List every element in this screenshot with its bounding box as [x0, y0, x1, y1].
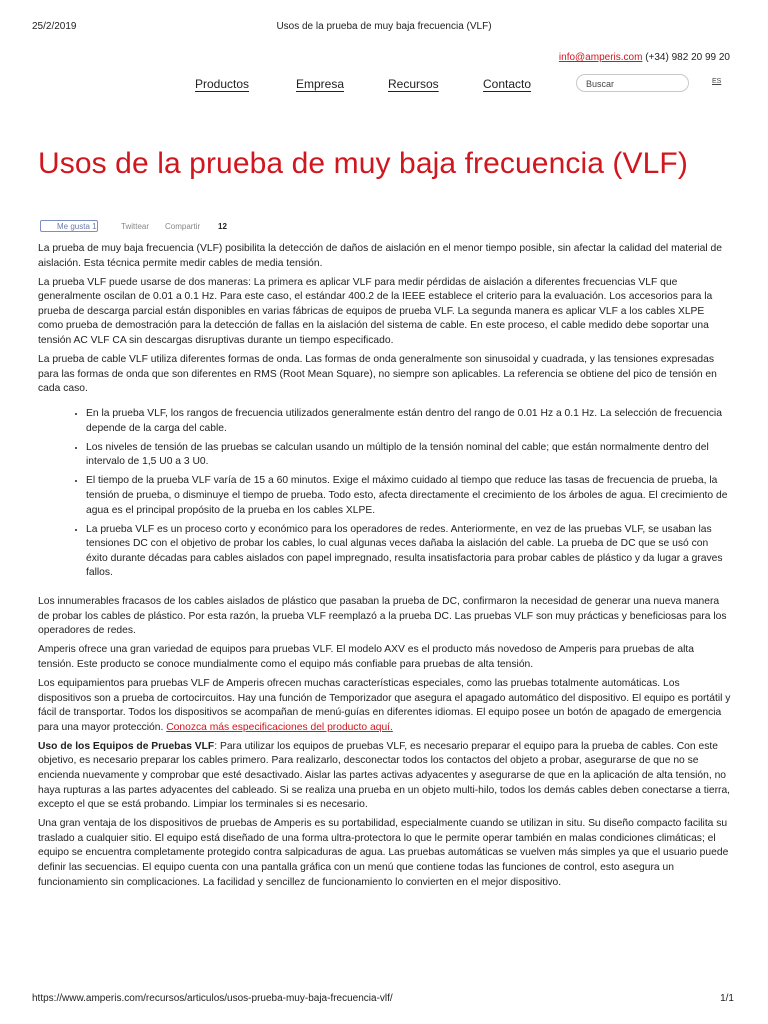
paragraph: La prueba VLF puede usarse de dos maneras: La primera es aplicar VLF para medir pérdidas de aislación a diferentes frecuencias VLF que generalmente oscilan de 0.01 a 0.1 Hz. Para este caso, el estándar 400.2 de la IEEE establece el criterio para la evaluación. Los accesorios para la prueba de descarga parcial están disponibles en varias fábricas de equipos de prueba VLF. La segunda manera es aplicar VLF a los cables XLPE como prueba de demostración para la detección de fallas en la aislación del sistema de cable. En este proceso, el cable medido debe soportar una tensión AC VLF CA sin descargas disruptivas durante un tiempo especificado. — [38, 276, 713, 347]
bullet-list — [38, 407, 732, 581]
list-item: • Los niveles de tensión de las pruebas se calculan usando un múltiplo de la tensión nominal del cable; que están normalmente dentro del intervalo de 1,5 U0 a 3 U0. — [86, 441, 732, 470]
product-specs-link[interactable]: Conozca más especificaciones del producto aquí. — [166, 721, 393, 733]
paragraph: Amperis ofrece una gran variedad de equipos para pruebas VLF. El modelo AXV es el producto más novedoso de Amperis para pruebas de alta tensión. Este producto se conoce mundialmente como el equipo más confiable para pruebas de alta tensión. — [38, 644, 694, 670]
nav-productos[interactable]: Productos — [195, 77, 250, 91]
paragraph: La prueba de cable VLF utiliza diferentes formas de onda. Las formas de onda generalmente son sinusoidal y cuadrada, y las tensiones expresadas para las formas de onda que son diferentes en RMS (Root Mean Square), no siempre son aplicables. La referencia se obtiene del pico de tensión en cada caso. — [38, 354, 717, 395]
page-url: https://www.amperis.com/recursos/articulos/usos-prueba-muy-baja-frecuencia-vlf/ — [32, 993, 393, 1004]
list-item: • El tiempo de la prueba VLF varía de 15 a 60 minutos. Exige el máximo cuidado al tiempo que reduce las tasas de frecuencia de prueba, la tensión de prueba, o disminuye el tiempo de prueba. Todo esto, afecta directamente el crecimiento de los árboles de agua. El crecimiento de agua es el principal propósito de la prueba en los cables XLPE. — [86, 474, 732, 518]
language-selector[interactable]: ES — [712, 78, 722, 85]
share-button[interactable]: Compartir — [165, 222, 201, 231]
article-body — [38, 242, 732, 895]
paragraph — [38, 677, 732, 735]
page-title: Usos de la prueba de muy baja frecuencia (VLF) — [38, 147, 688, 180]
nav-recursos[interactable]: Recursos — [388, 77, 439, 91]
print-title: Usos de la prueba de muy baja frecuencia (VLF) — [276, 21, 492, 32]
search-input[interactable]: Buscar — [576, 74, 689, 92]
page-number: 1/1 — [720, 993, 734, 1004]
nav-contacto[interactable]: Contacto — [483, 77, 532, 91]
tweet-button[interactable]: Twittear — [121, 222, 150, 231]
share-count: 12 — [218, 222, 227, 231]
print-header — [0, 21, 768, 35]
list-item: • La prueba VLF es un proceso corto y económico para los operadores de redes. Anteriormente, en vez de las pruebas VLF, se usaban las tensiones DC con el objetivo de probar los cables, lo cual algunas veces dañaba la aislación del cable. La prueba de DC que se usó con éxito durante décadas para cables aislados con papel impregnado, resulta insatisfactoria para probar cables de plástico y da lugar a graves fallos. — [86, 523, 732, 581]
paragraph-text: Los equipamientos para pruebas VLF de Amperis ofrecen muchas características especiales, como las pruebas totalmente automáticas. Los dispositivos son a prueba de cortocircuitos. Hay una función de Temporizador que asegura el apagado automático del dispositivo. El equipo es portátil y fácil de transportar. Todos los dispositivos se acompañan de menú-guías en diferentes idiomas. El equipo posee un botón de apagado de emergencia para una mayor protección. — [38, 677, 731, 733]
section-label: Uso de los Equipos de Pruebas VLF — [38, 740, 215, 752]
phone-number: (+34) 982 20 99 20 — [645, 52, 730, 63]
paragraph: Los innumerables fracasos de los cables aislados de plástico que pasaban la prueba de DC, confirmaron la necesidad de generar una nueva manera de probar los cables de plástico. Por esta razón, la prueba VLF reemplazó a la prueba DC. Las pruebas VLF son muy prácticas y beneficiosas para los operadores de redes. — [38, 595, 727, 637]
contact-bar — [559, 52, 730, 63]
like-button[interactable]: Me gusta 1 — [40, 220, 98, 232]
paragraph: Una gran ventaja de los dispositivos de pruebas de Amperis es su portabilidad, especialmente cuando se utilizan in situ. Su diseño compacto facilita su traslado a cualquier sitio. El equipo está diseñado de una forma ultra-protectora lo que le permite operar también en malas condiciones climáticas; el equipo se encuentra completamente protegido contra salpicaduras de agua. Las pruebas automáticas se vuelven más simples ya que el usuario puede definir las secuencias. El equipo cuenta con una pantalla gráfica con un menú que contiene todas las funciones de control, esto asegura un funcionamiento sin complicaciones. La facilidad y sencillez de funcionamiento lo convierten en el mejor dispositivo. — [38, 818, 729, 888]
print-footer — [0, 993, 768, 1007]
paragraph — [38, 740, 732, 813]
print-date: 25/2/2019 — [32, 21, 77, 32]
email-link[interactable]: info@amperis.com — [558, 52, 643, 63]
list-item: • En la prueba VLF, los rangos de frecuencia utilizados generalmente están dentro del rango de 0.01 Hz a 0.1 Hz. La selección de frecuencia depende de la carga del cable. — [86, 407, 732, 436]
paragraph-text: : Para utilizar los equipos de pruebas VLF, es necesario preparar el equipo para la prueba de cables. Con este objetivo, es necesario preparar los cables primero. Para realizarlo, desconectar todos los contactos del objeto a probar, asegurarse de que no se encienda nuevamente y comprobar que esté desactivado. Aislar las partes activas adyacentes y asegurarse de que en la aplicación de alta tensión, no haya rupturas a las partes adyacentes del cableado. Si se realiza una prueba en un objeto multi-hilo, todos los demás cables deben conectarse a tierra, excepto el que se está probando. Limpiar los terminales si es necesario. — [38, 740, 731, 811]
nav-empresa[interactable]: Empresa — [296, 77, 345, 91]
paragraph: La prueba de muy baja frecuencia (VLF) posibilita la detección de daños de aislación en el menor tiempo posible, sin afectar la calidad del material de aislación. Esta técnica permite medir cables de media tensión. — [38, 243, 722, 269]
